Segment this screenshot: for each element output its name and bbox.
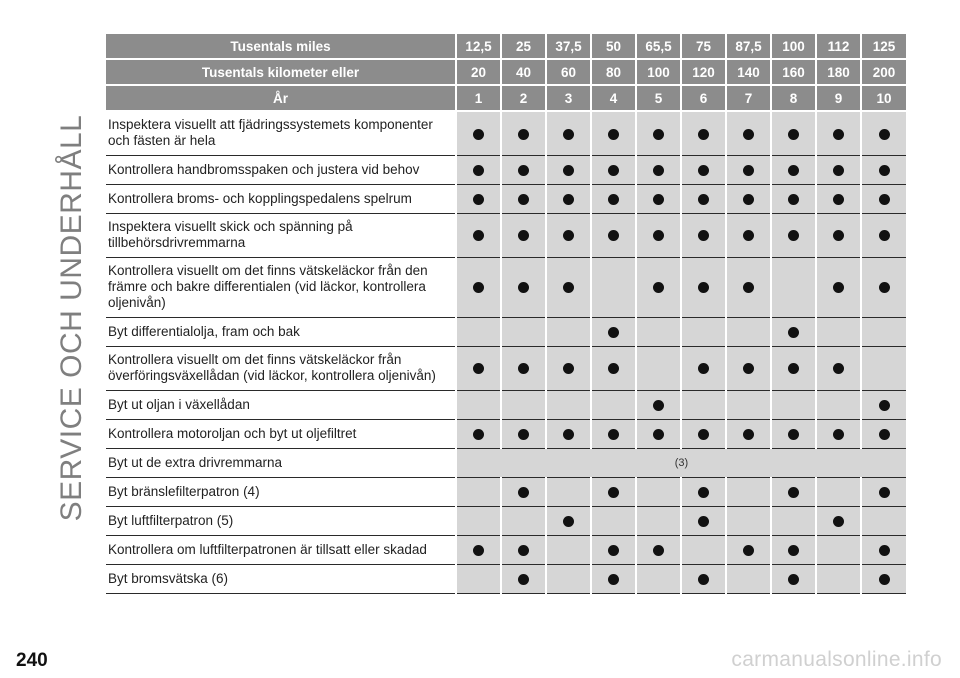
check-dot-icon — [698, 230, 709, 241]
header-value: 120 — [681, 59, 726, 85]
operation-label: Byt luftfilterpatron (5) — [106, 506, 456, 535]
interval-cell — [861, 184, 906, 213]
interval-cell — [546, 257, 591, 317]
interval-cell — [681, 257, 726, 317]
table-row — [106, 419, 906, 448]
check-dot-icon — [879, 194, 890, 205]
interval-cell — [501, 390, 546, 419]
check-dot-icon — [653, 282, 664, 293]
table-row — [106, 535, 906, 564]
header-value: 60 — [546, 59, 591, 85]
interval-cell — [681, 477, 726, 506]
check-dot-icon — [788, 165, 799, 176]
interval-cell — [456, 317, 501, 346]
interval-cell — [861, 477, 906, 506]
header-value: 125 — [861, 34, 906, 59]
interval-cell — [726, 184, 771, 213]
check-dot-icon — [879, 282, 890, 293]
check-dot-icon — [653, 230, 664, 241]
schedule-header — [106, 34, 906, 111]
interval-cell — [816, 419, 861, 448]
interval-cell — [591, 155, 636, 184]
operation-label: Kontrollera om luftfilterpatronen är tillsatt eller skadad — [106, 535, 456, 564]
interval-cell — [546, 155, 591, 184]
check-dot-icon — [788, 574, 799, 585]
interval-cell — [636, 390, 681, 419]
interval-cell — [501, 155, 546, 184]
interval-cell — [456, 111, 501, 155]
interval-cell — [726, 419, 771, 448]
header-row — [106, 34, 906, 59]
interval-cell — [861, 111, 906, 155]
operation-label: Byt bränslefilterpatron (4) — [106, 477, 456, 506]
interval-cell — [861, 564, 906, 593]
check-dot-icon — [608, 194, 619, 205]
check-dot-icon — [698, 516, 709, 527]
check-dot-icon — [743, 282, 754, 293]
check-dot-icon — [788, 545, 799, 556]
header-value: 65,5 — [636, 34, 681, 59]
interval-cell — [681, 111, 726, 155]
header-value: 100 — [771, 34, 816, 59]
check-dot-icon — [608, 165, 619, 176]
header-value: 100 — [636, 59, 681, 85]
check-dot-icon — [608, 574, 619, 585]
check-dot-icon — [653, 545, 664, 556]
interval-cell — [681, 390, 726, 419]
interval-cell — [681, 346, 726, 390]
interval-cell — [546, 346, 591, 390]
interval-cell — [726, 535, 771, 564]
operation-label: Inspektera visuellt skick och spänning på tillbehörsdrivremmarna — [106, 213, 456, 257]
check-dot-icon — [653, 194, 664, 205]
interval-cell — [546, 564, 591, 593]
header-value: 7 — [726, 85, 771, 111]
interval-cell — [546, 477, 591, 506]
interval-cell — [816, 111, 861, 155]
check-dot-icon — [788, 487, 799, 498]
interval-cell — [726, 155, 771, 184]
interval-cell — [591, 111, 636, 155]
interval-cell — [501, 477, 546, 506]
header-value: 180 — [816, 59, 861, 85]
header-value: 200 — [861, 59, 906, 85]
interval-cell — [861, 155, 906, 184]
page-number: 240 — [16, 650, 48, 671]
check-dot-icon — [518, 363, 529, 374]
interval-cell — [591, 213, 636, 257]
check-dot-icon — [473, 165, 484, 176]
interval-cell — [681, 184, 726, 213]
interval-cell — [501, 419, 546, 448]
table-row — [106, 155, 906, 184]
operation-label: Kontrollera visuellt om det finns vätskeläckor från den främre och bakre differentialen (vid läckor, kontrollera oljenivån) — [106, 257, 456, 317]
interval-cell — [726, 564, 771, 593]
header-value: 40 — [501, 59, 546, 85]
watermark: carmanualsonline.info — [731, 648, 942, 671]
interval-cell — [726, 111, 771, 155]
interval-cell — [636, 155, 681, 184]
check-dot-icon — [879, 429, 890, 440]
interval-cell — [816, 346, 861, 390]
operation-label: Byt bromsvätska (6) — [106, 564, 456, 593]
check-dot-icon — [563, 363, 574, 374]
interval-cell — [816, 390, 861, 419]
interval-cell — [501, 506, 546, 535]
interval-cell — [771, 419, 816, 448]
check-dot-icon — [788, 129, 799, 140]
check-dot-icon — [743, 429, 754, 440]
interval-cell — [771, 213, 816, 257]
check-dot-icon — [788, 230, 799, 241]
check-dot-icon — [608, 429, 619, 440]
check-dot-icon — [518, 129, 529, 140]
table-row — [106, 111, 906, 155]
section-title-text: SERVICE OCH UNDERHÅLL — [55, 114, 88, 522]
check-dot-icon — [473, 282, 484, 293]
table-row — [106, 564, 906, 593]
interval-cell — [636, 419, 681, 448]
interval-cell — [501, 346, 546, 390]
check-dot-icon — [653, 429, 664, 440]
check-dot-icon — [563, 129, 574, 140]
check-dot-icon — [788, 363, 799, 374]
interval-cell — [816, 155, 861, 184]
check-dot-icon — [833, 282, 844, 293]
check-dot-icon — [833, 429, 844, 440]
interval-cell — [546, 317, 591, 346]
check-dot-icon — [473, 129, 484, 140]
interval-cell — [681, 213, 726, 257]
check-dot-icon — [698, 165, 709, 176]
operation-label: Inspektera visuellt att fjädringssystemets komponenter och fästen är hela — [106, 111, 456, 155]
check-dot-icon — [833, 129, 844, 140]
interval-cell — [771, 477, 816, 506]
interval-cell — [591, 535, 636, 564]
check-dot-icon — [473, 545, 484, 556]
interval-cell — [726, 390, 771, 419]
interval-cell — [726, 346, 771, 390]
check-dot-icon — [743, 230, 754, 241]
interval-cell — [681, 564, 726, 593]
header-value: 4 — [591, 85, 636, 111]
interval-cell — [771, 346, 816, 390]
table-row — [106, 213, 906, 257]
interval-cell — [726, 213, 771, 257]
interval-cell — [861, 390, 906, 419]
table-row — [106, 390, 906, 419]
interval-cell — [636, 111, 681, 155]
interval-cell — [816, 184, 861, 213]
interval-cell — [636, 184, 681, 213]
interval-cell — [546, 535, 591, 564]
interval-cell — [501, 257, 546, 317]
check-dot-icon — [518, 165, 529, 176]
table-row — [106, 477, 906, 506]
check-dot-icon — [608, 487, 619, 498]
interval-cell — [591, 419, 636, 448]
table-row — [106, 448, 906, 477]
interval-cell — [861, 213, 906, 257]
operation-label: Kontrollera handbromsspaken och justera vid behov — [106, 155, 456, 184]
header-value: 37,5 — [546, 34, 591, 59]
check-dot-icon — [698, 282, 709, 293]
interval-cell — [771, 535, 816, 564]
check-dot-icon — [608, 230, 619, 241]
header-row — [106, 85, 906, 111]
interval-cell — [726, 477, 771, 506]
check-dot-icon — [788, 327, 799, 338]
interval-cell — [771, 390, 816, 419]
interval-cell — [546, 506, 591, 535]
check-dot-icon — [518, 230, 529, 241]
operation-label: Kontrollera broms- och kopplingspedalens spelrum — [106, 184, 456, 213]
check-dot-icon — [879, 230, 890, 241]
check-dot-icon — [743, 165, 754, 176]
interval-cell — [546, 184, 591, 213]
interval-cell — [771, 506, 816, 535]
interval-cell — [816, 535, 861, 564]
header-value: 140 — [726, 59, 771, 85]
check-dot-icon — [833, 194, 844, 205]
check-dot-icon — [518, 282, 529, 293]
check-dot-icon — [698, 429, 709, 440]
interval-cell — [726, 506, 771, 535]
header-value: 5 — [636, 85, 681, 111]
check-dot-icon — [698, 194, 709, 205]
table-row — [106, 184, 906, 213]
check-dot-icon — [473, 429, 484, 440]
header-value: 50 — [591, 34, 636, 59]
check-dot-icon — [518, 487, 529, 498]
table-row — [106, 506, 906, 535]
note-cell: (3) — [456, 448, 906, 477]
check-dot-icon — [563, 516, 574, 527]
check-dot-icon — [698, 363, 709, 374]
interval-cell — [816, 506, 861, 535]
interval-cell — [591, 564, 636, 593]
interval-cell — [681, 506, 726, 535]
header-label: År — [106, 85, 456, 111]
check-dot-icon — [563, 282, 574, 293]
header-value: 112 — [816, 34, 861, 59]
check-dot-icon — [473, 230, 484, 241]
table-row — [106, 317, 906, 346]
interval-cell — [456, 213, 501, 257]
interval-cell — [591, 184, 636, 213]
check-dot-icon — [833, 165, 844, 176]
check-dot-icon — [743, 545, 754, 556]
interval-cell — [456, 346, 501, 390]
check-dot-icon — [608, 363, 619, 374]
check-dot-icon — [743, 363, 754, 374]
check-dot-icon — [653, 400, 664, 411]
check-dot-icon — [698, 574, 709, 585]
interval-cell — [771, 257, 816, 317]
interval-cell — [636, 535, 681, 564]
check-dot-icon — [473, 363, 484, 374]
interval-cell — [816, 213, 861, 257]
header-value: 10 — [861, 85, 906, 111]
check-dot-icon — [563, 230, 574, 241]
interval-cell — [456, 535, 501, 564]
check-dot-icon — [518, 429, 529, 440]
interval-cell — [501, 184, 546, 213]
header-value: 8 — [771, 85, 816, 111]
check-dot-icon — [608, 327, 619, 338]
check-dot-icon — [608, 545, 619, 556]
header-value: 20 — [456, 59, 501, 85]
interval-cell — [456, 155, 501, 184]
interval-cell — [771, 155, 816, 184]
interval-cell — [861, 317, 906, 346]
header-label: Tusentals kilometer eller — [106, 59, 456, 85]
check-dot-icon — [473, 194, 484, 205]
interval-cell — [816, 257, 861, 317]
interval-cell — [636, 257, 681, 317]
maintenance-schedule-table — [106, 34, 906, 594]
header-value: 80 — [591, 59, 636, 85]
interval-cell — [771, 564, 816, 593]
interval-cell — [456, 477, 501, 506]
table-row — [106, 257, 906, 317]
interval-cell — [636, 213, 681, 257]
header-label: Tusentals miles — [106, 34, 456, 59]
check-dot-icon — [653, 129, 664, 140]
interval-cell — [726, 257, 771, 317]
interval-cell — [501, 535, 546, 564]
interval-cell — [816, 317, 861, 346]
interval-cell — [636, 477, 681, 506]
interval-cell — [591, 346, 636, 390]
header-value: 3 — [546, 85, 591, 111]
interval-cell — [591, 506, 636, 535]
check-dot-icon — [518, 574, 529, 585]
interval-cell — [681, 155, 726, 184]
check-dot-icon — [743, 129, 754, 140]
check-dot-icon — [833, 230, 844, 241]
interval-cell — [546, 111, 591, 155]
operation-label: Byt ut de extra drivremmarna — [106, 448, 456, 477]
interval-cell — [456, 184, 501, 213]
interval-cell — [861, 346, 906, 390]
interval-cell — [771, 317, 816, 346]
check-dot-icon — [833, 516, 844, 527]
interval-cell — [861, 535, 906, 564]
interval-cell — [591, 257, 636, 317]
check-dot-icon — [879, 129, 890, 140]
check-dot-icon — [879, 487, 890, 498]
interval-cell — [456, 419, 501, 448]
header-value: 12,5 — [456, 34, 501, 59]
header-value: 6 — [681, 85, 726, 111]
interval-cell — [591, 477, 636, 506]
interval-cell — [636, 506, 681, 535]
interval-cell — [681, 535, 726, 564]
check-dot-icon — [879, 165, 890, 176]
interval-cell — [816, 564, 861, 593]
interval-cell — [636, 317, 681, 346]
interval-cell — [861, 419, 906, 448]
interval-cell — [501, 564, 546, 593]
check-dot-icon — [879, 574, 890, 585]
interval-cell — [456, 390, 501, 419]
interval-cell — [456, 564, 501, 593]
check-dot-icon — [698, 487, 709, 498]
interval-cell — [726, 317, 771, 346]
interval-cell — [591, 317, 636, 346]
interval-cell — [501, 213, 546, 257]
interval-cell — [636, 346, 681, 390]
interval-cell — [591, 390, 636, 419]
check-dot-icon — [653, 165, 664, 176]
check-dot-icon — [518, 194, 529, 205]
interval-cell — [546, 390, 591, 419]
interval-cell — [771, 111, 816, 155]
interval-cell — [546, 419, 591, 448]
interval-cell — [456, 506, 501, 535]
header-value: 87,5 — [726, 34, 771, 59]
interval-cell — [501, 317, 546, 346]
interval-cell — [456, 257, 501, 317]
interval-cell — [636, 564, 681, 593]
interval-cell — [681, 317, 726, 346]
interval-cell — [546, 213, 591, 257]
header-value: 2 — [501, 85, 546, 111]
check-dot-icon — [879, 400, 890, 411]
header-row — [106, 59, 906, 85]
operation-label: Byt differentialolja, fram och bak — [106, 317, 456, 346]
interval-cell — [861, 506, 906, 535]
interval-cell — [816, 477, 861, 506]
check-dot-icon — [563, 429, 574, 440]
check-dot-icon — [563, 194, 574, 205]
table-row — [106, 346, 906, 390]
interval-cell — [861, 257, 906, 317]
check-dot-icon — [518, 545, 529, 556]
operation-label: Kontrollera motoroljan och byt ut oljefiltret — [106, 419, 456, 448]
header-value: 75 — [681, 34, 726, 59]
interval-cell — [501, 111, 546, 155]
check-dot-icon — [698, 129, 709, 140]
check-dot-icon — [833, 363, 844, 374]
interval-cell — [681, 419, 726, 448]
operation-label: Byt ut oljan i växellådan — [106, 390, 456, 419]
check-dot-icon — [879, 545, 890, 556]
check-dot-icon — [608, 129, 619, 140]
interval-cell — [771, 184, 816, 213]
header-value: 160 — [771, 59, 816, 85]
header-value: 25 — [501, 34, 546, 59]
header-value: 1 — [456, 85, 501, 111]
header-value: 9 — [816, 85, 861, 111]
check-dot-icon — [788, 194, 799, 205]
schedule-body — [106, 111, 906, 593]
check-dot-icon — [788, 429, 799, 440]
check-dot-icon — [563, 165, 574, 176]
check-dot-icon — [743, 194, 754, 205]
operation-label: Kontrollera visuellt om det finns vätskeläckor från överföringsväxellådan (vid läckor, kontrollera oljenivån) — [106, 346, 456, 390]
